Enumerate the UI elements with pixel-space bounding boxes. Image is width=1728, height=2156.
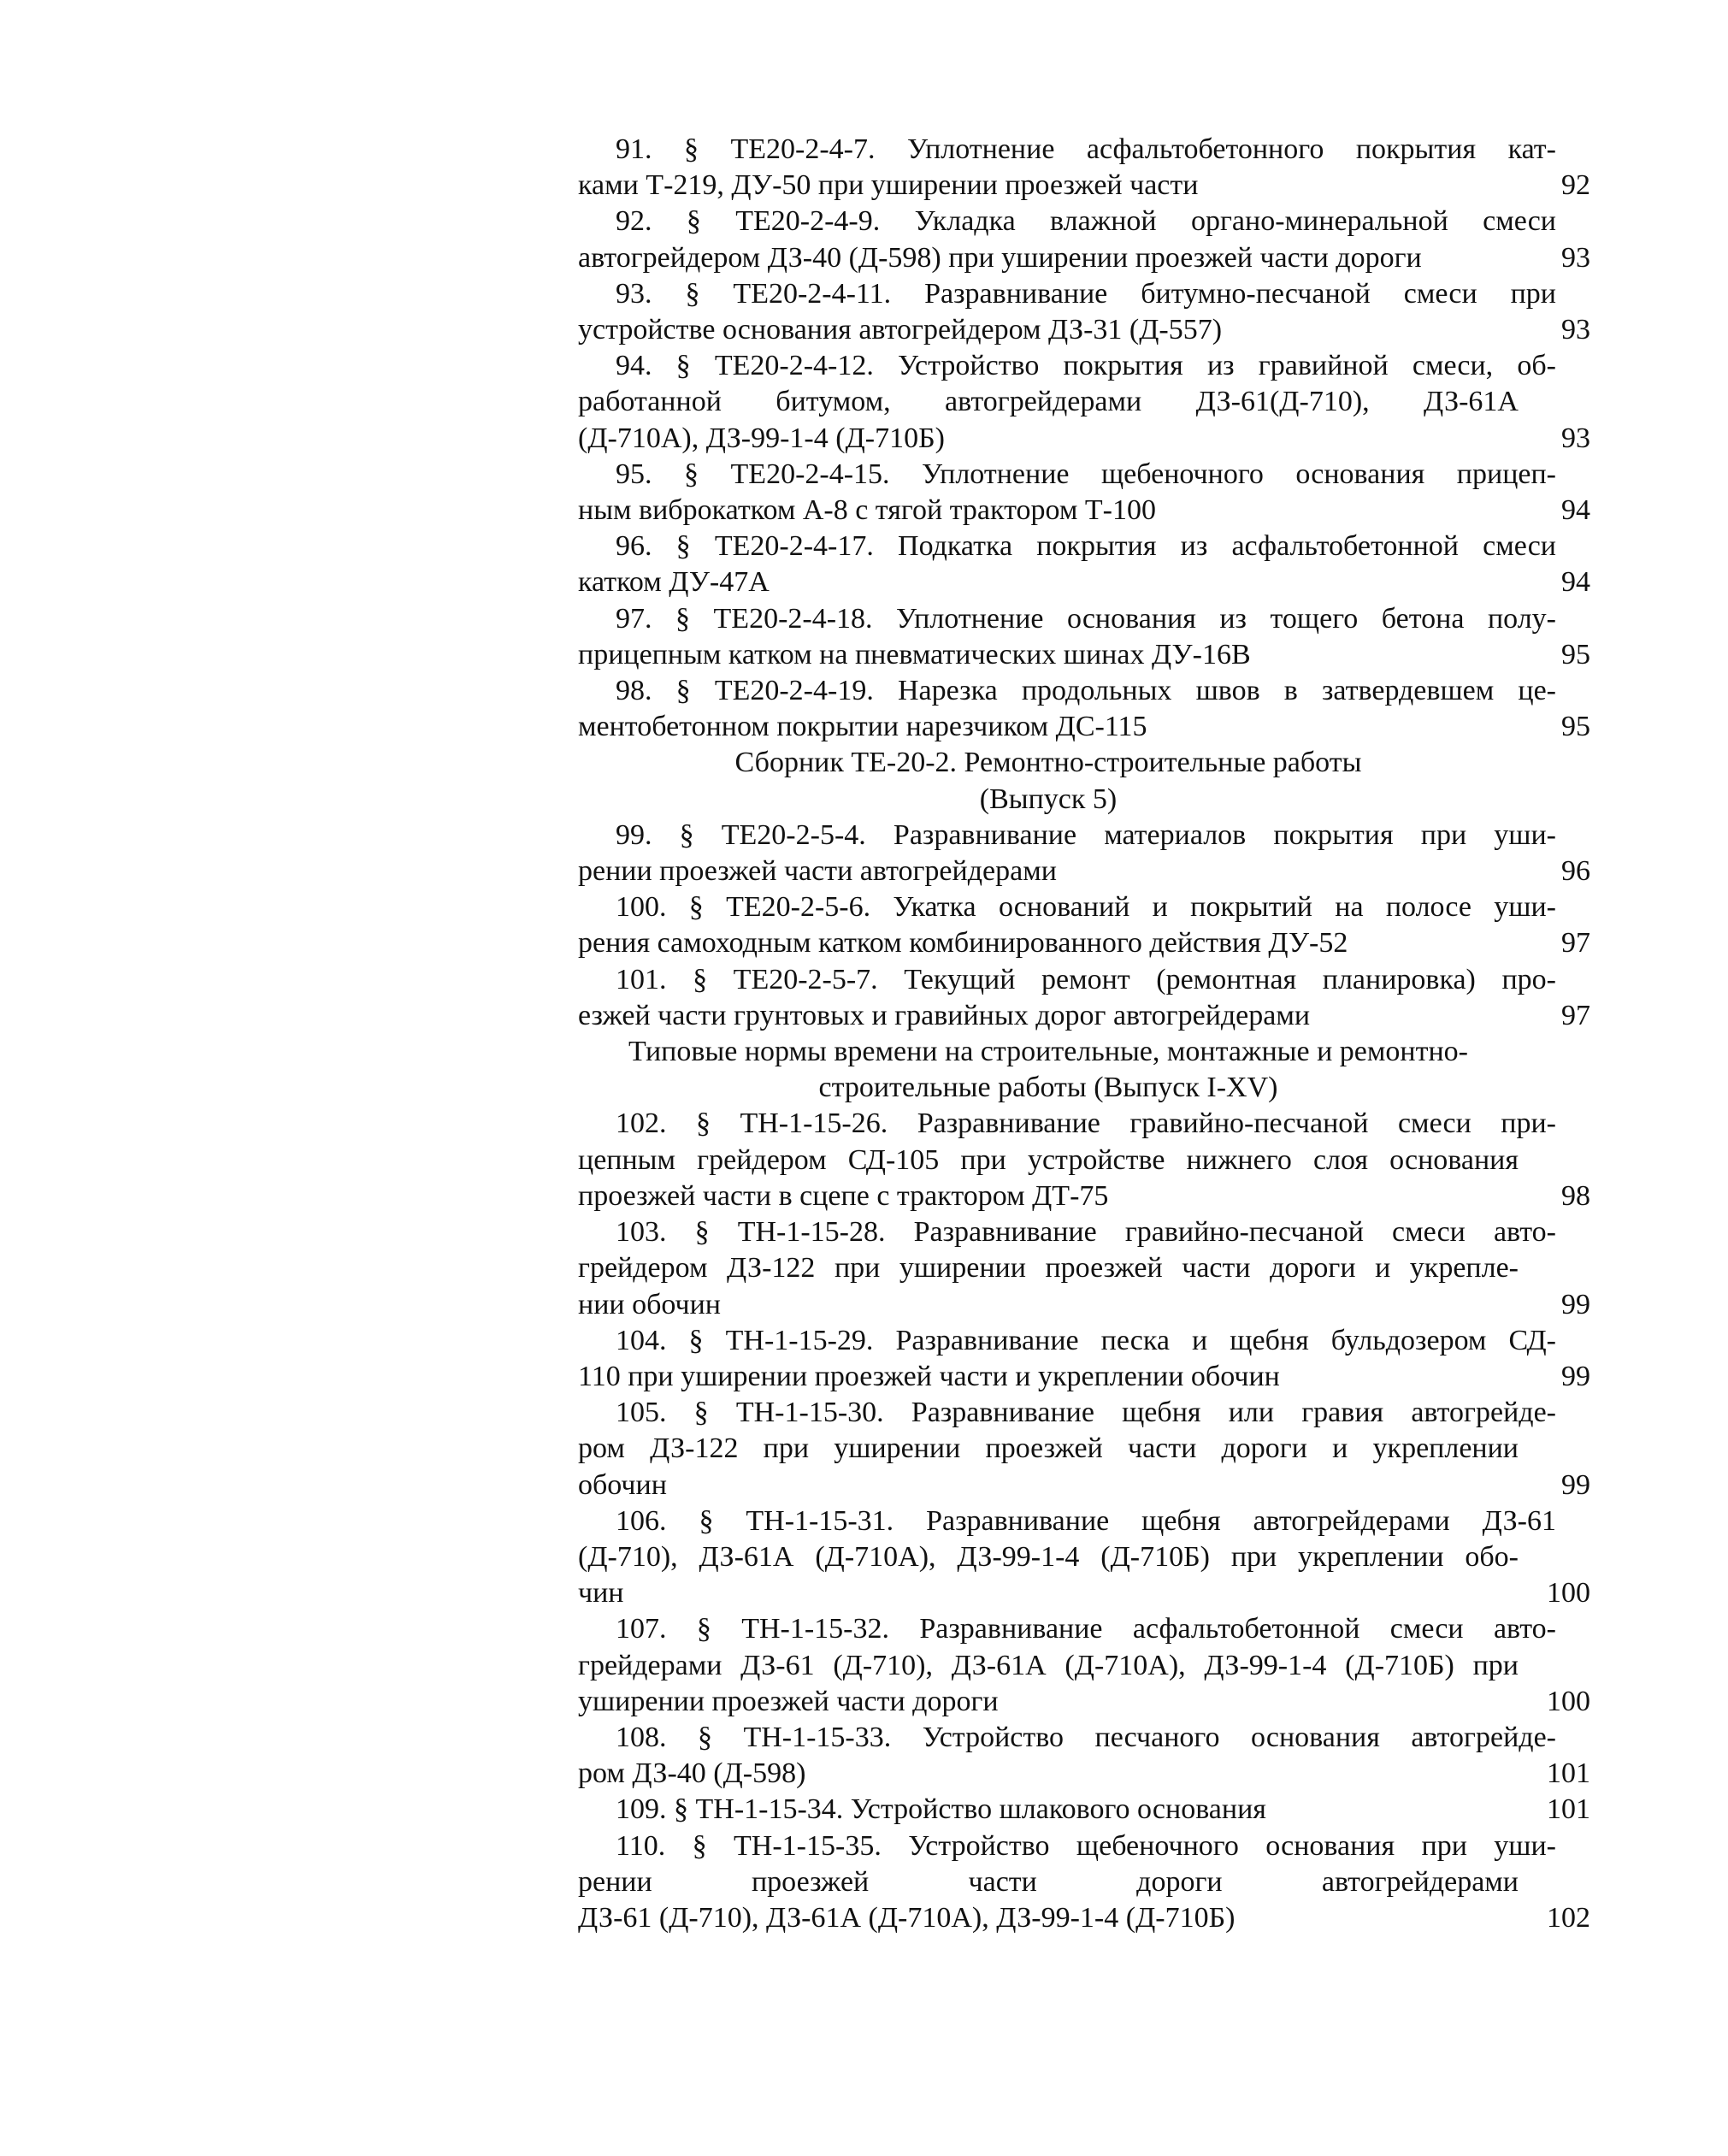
- toc-page-number: 94: [1561, 566, 1590, 599]
- toc-entry: [578, 889, 1590, 961]
- toc-entry-line: [578, 1214, 1590, 1250]
- toc-entry-text: грейдером ДЗ-122 при уширении проезжей части дороги и укрепле-: [578, 1252, 1519, 1285]
- toc-entry-line: [578, 1250, 1590, 1286]
- toc-entry-line: [578, 854, 1590, 889]
- toc-page-number: 95: [1561, 711, 1590, 743]
- toc-entry-text: 101. § ТЕ20-2-5-7. Текущий ремонт (ремонтная планировка) про-: [616, 963, 1556, 995]
- toc-entry-line: [578, 348, 1590, 384]
- section-heading-typical-norms: [578, 1034, 1590, 1106]
- toc-entry-line: [578, 1900, 1590, 1936]
- toc-entry-line: [578, 457, 1590, 493]
- toc-entry: [578, 1323, 1590, 1395]
- toc-section-te20-2-5: [578, 818, 1590, 1034]
- toc-entry-text: устройстве основания автогрейдером ДЗ-31 (Д-557): [578, 314, 1223, 346]
- toc-entry-line: [578, 889, 1590, 925]
- toc-entry-text: проезжей части в сцепе с трактором ДТ-75: [578, 1179, 1109, 1212]
- toc-entry-line: [578, 1792, 1590, 1828]
- toc-entry-text: ром ДЗ-122 при уширении проезжей части дороги и укреплении: [578, 1432, 1519, 1465]
- toc-entry-text: 106. § ТН-1-15-31. Разравнивание щебня автогрейдерами ДЗ-61: [616, 1504, 1556, 1537]
- toc-entry-line: [578, 637, 1590, 673]
- toc-entry-line: [578, 240, 1590, 276]
- toc-entry-line: [578, 998, 1590, 1034]
- toc-entry-line: [578, 709, 1590, 745]
- toc-entry-line: [578, 1468, 1590, 1503]
- toc-entry-text: автогрейдером ДЗ-40 (Д-598) при уширении проезжей части дороги: [578, 241, 1422, 274]
- toc-entry-line: [578, 1323, 1590, 1359]
- toc-entry: [578, 1503, 1590, 1612]
- toc-entry-line: [578, 1756, 1590, 1792]
- toc-entry-line: [578, 925, 1590, 961]
- toc-entry-text: езжей части грунтовых и гравийных дорог автогрейдерами: [578, 999, 1311, 1031]
- toc-entry-text: 94. § ТЕ20-2-4-12. Устройство покрытия из гравийной смеси, об-: [616, 350, 1556, 382]
- toc-entry: [578, 673, 1590, 745]
- toc-entry-line: [578, 1828, 1590, 1864]
- toc-entry-text: грейдерами ДЗ-61 (Д-710), ДЗ-61А (Д-710А), ДЗ-99-1-4 (Д-710Б) при: [578, 1649, 1519, 1681]
- section-heading-line: строительные работы (Выпуск I-XV): [818, 1072, 1278, 1104]
- toc-entry: [578, 276, 1590, 348]
- toc-entry-line: [578, 1178, 1590, 1214]
- toc-page-number: 97: [1561, 999, 1590, 1031]
- section-heading-line: Сборник ТЕ-20-2. Ремонтно-строительные работы: [734, 747, 1362, 779]
- toc-entry-line: [578, 312, 1590, 348]
- section-heading-line: Типовые нормы времени на строительные, монтажные и ремонтно-: [628, 1036, 1468, 1068]
- toc-entry-text: 93. § ТЕ20-2-4-11. Разравнивание битумно-песчаной смеси при: [616, 277, 1556, 310]
- toc-page-number: 97: [1561, 927, 1590, 960]
- toc-page-number: 95: [1561, 638, 1590, 670]
- toc-entry: [578, 962, 1590, 1034]
- toc-page-number: 100: [1547, 1577, 1590, 1610]
- toc-entry-line: [578, 1143, 1590, 1178]
- toc-entry-line: [578, 132, 1590, 168]
- toc-entry-text: 107. § ТН-1-15-32. Разравнивание асфальтобетонной смеси авто-: [616, 1613, 1556, 1645]
- toc-entry-text: катком ДУ-47А: [578, 566, 770, 599]
- toc-entry-text: 105. § ТН-1-15-30. Разравнивание щебня или гравия автогрейде-: [616, 1397, 1556, 1429]
- toc-entry: [578, 1611, 1590, 1720]
- toc-entry: [578, 1395, 1590, 1503]
- toc-page-number: 101: [1547, 1793, 1590, 1826]
- toc-entry-line: [578, 204, 1590, 239]
- toc-entry-line: [578, 601, 1590, 637]
- toc-entry-text: рения самоходным катком комбинированного действия ДУ-52: [578, 927, 1348, 960]
- toc-page-number: 100: [1547, 1685, 1590, 1717]
- toc-entry: [578, 1106, 1590, 1214]
- toc-page-number: 94: [1561, 494, 1590, 527]
- toc-entry-text: ным виброкатком А-8 с тягой трактором Т-100: [578, 494, 1156, 527]
- toc-page-number: 93: [1561, 241, 1590, 274]
- toc-entry-line: [578, 564, 1590, 600]
- toc-entry-line: [578, 1648, 1590, 1684]
- toc-entry-line: [578, 1395, 1590, 1431]
- toc-page-number: 93: [1561, 422, 1590, 454]
- toc-entry-line: [578, 1503, 1590, 1539]
- toc-entry-text: ром ДЗ-40 (Д-598): [578, 1757, 806, 1790]
- toc-page-number: 102: [1547, 1901, 1590, 1934]
- toc-entry-line: [578, 421, 1590, 457]
- toc-entry-text: 99. § ТЕ20-2-5-4. Разравнивание материалов покрытия при уши-: [616, 818, 1556, 851]
- toc-entry-text: 109. § ТН-1-15-34. Устройство шлакового основания: [616, 1793, 1266, 1826]
- toc-page-number: 98: [1561, 1179, 1590, 1212]
- toc-entry-line: [578, 1684, 1590, 1720]
- toc-section-tn-1-15: [578, 1106, 1590, 1936]
- toc-entry-text: 95. § ТЕ20-2-4-15. Уплотнение щебеночного основания прицеп-: [616, 458, 1556, 490]
- toc-page-number: 96: [1561, 855, 1590, 888]
- toc-entry-line: [578, 1720, 1590, 1756]
- toc-entry: [578, 348, 1590, 457]
- toc-page-number: 99: [1561, 1360, 1590, 1392]
- toc-entry-text: 97. § ТЕ20-2-4-18. Уплотнение основания из тощего бетона полу-: [616, 602, 1556, 635]
- toc-entry-text: ДЗ-61 (Д-710), ДЗ-61А (Д-710А), ДЗ-99-1-4 (Д-710Б): [578, 1901, 1236, 1934]
- toc-entry-line: [578, 1539, 1590, 1575]
- toc-entry-text: чин: [578, 1577, 624, 1610]
- toc-entry-line: [578, 1611, 1590, 1647]
- toc-entry-line: [578, 493, 1590, 529]
- toc-entry-text: ками Т-219, ДУ-50 при уширении проезжей части: [578, 169, 1199, 202]
- toc-entry-text: обочин: [578, 1468, 667, 1501]
- toc-entry: [578, 1828, 1590, 1937]
- toc-entry-line: [578, 818, 1590, 854]
- toc-page-number: 99: [1561, 1468, 1590, 1501]
- toc-entry-text: нии обочин: [578, 1288, 721, 1320]
- toc-entry-line: [578, 529, 1590, 564]
- toc-entry-text: 98. § ТЕ20-2-4-19. Нарезка продольных швов в затвердевшем це-: [616, 675, 1556, 707]
- toc-entry-text: 108. § ТН-1-15-33. Устройство песчаного основания автогрейде-: [616, 1721, 1556, 1753]
- toc-entry-text: уширении проезжей части дороги: [578, 1685, 999, 1717]
- toc-entry-text: цепным грейдером СД-105 при устройстве нижнего слоя основания: [578, 1143, 1519, 1176]
- toc-section-te20-2-4: [578, 132, 1590, 745]
- toc-entry-text: рении проезжей части дороги автогрейдерами: [578, 1865, 1519, 1898]
- toc-entry-line: [578, 1575, 1590, 1611]
- toc-entry: [578, 529, 1590, 600]
- toc-entry: [578, 132, 1590, 204]
- toc-entry-text: 110. § ТН-1-15-35. Устройство щебеночного основания при уши-: [616, 1829, 1556, 1862]
- toc-entry-text: (Д-710), ДЗ-61А (Д-710А), ДЗ-99-1-4 (Д-710Б) при укреплении обо-: [578, 1540, 1519, 1573]
- section-heading-line: (Выпуск 5): [979, 783, 1118, 815]
- toc-page-number: 99: [1561, 1288, 1590, 1320]
- toc-entry-text: работанной битумом, автогрейдерами ДЗ-61(Д-710), ДЗ-61А: [578, 386, 1519, 418]
- toc-entry-text: 110 при уширении проезжей части и укреплении обочин: [578, 1360, 1280, 1392]
- toc-page-number: 93: [1561, 314, 1590, 346]
- toc-entry-text: 91. § ТЕ20-2-4-7. Уплотнение асфальтобетонного покрытия кат-: [616, 133, 1556, 165]
- toc-entry: [578, 818, 1590, 889]
- toc-entry-text: 104. § ТН-1-15-29. Разравнивание песка и щебня бульдозером СД-: [616, 1324, 1556, 1356]
- toc-entry-line: [578, 1359, 1590, 1395]
- toc-entry-text: 102. § ТН-1-15-26. Разравнивание гравийно-песчаной смеси при-: [616, 1108, 1556, 1140]
- section-heading-te20-2: [578, 745, 1590, 817]
- toc-entry-text: 100. § ТЕ20-2-5-6. Укатка оснований и покрытий на полосе уши-: [616, 891, 1556, 924]
- toc-entry-text: 103. § ТН-1-15-28. Разравнивание гравийно-песчаной смеси авто-: [616, 1216, 1556, 1249]
- toc-entry-text: прицепным катком на пневматических шинах ДУ-16В: [578, 638, 1251, 670]
- toc-entry: [578, 601, 1590, 673]
- toc-entry-line: [578, 673, 1590, 709]
- table-of-contents: [578, 132, 1590, 1936]
- toc-entry-text: рении проезжей части автогрейдерами: [578, 855, 1057, 888]
- toc-entry-line: [578, 384, 1590, 420]
- toc-entry-line: [578, 276, 1590, 312]
- toc-entry-text: ментобетонном покрытии нарезчиком ДС-115: [578, 711, 1147, 743]
- toc-entry: [578, 1792, 1590, 1828]
- toc-entry-line: [578, 1106, 1590, 1142]
- toc-entry: [578, 1720, 1590, 1792]
- toc-page-number: 101: [1547, 1757, 1590, 1790]
- toc-entry-text: 92. § ТЕ20-2-4-9. Укладка влажной органо-минеральной смеси: [616, 205, 1556, 238]
- toc-entry-line: [578, 1431, 1590, 1467]
- toc-entry: [578, 457, 1590, 529]
- toc-entry-line: [578, 168, 1590, 204]
- toc-entry-text: (Д-710А), ДЗ-99-1-4 (Д-710Б): [578, 422, 945, 454]
- toc-entry: [578, 1214, 1590, 1323]
- toc-entry-text: 96. § ТЕ20-2-4-17. Подкатка покрытия из асфальтобетонной смеси: [616, 530, 1556, 563]
- toc-entry-line: [578, 962, 1590, 998]
- toc-entry: [578, 204, 1590, 275]
- toc-page-number: 92: [1561, 169, 1590, 202]
- toc-entry-line: [578, 1864, 1590, 1900]
- toc-entry-line: [578, 1287, 1590, 1323]
